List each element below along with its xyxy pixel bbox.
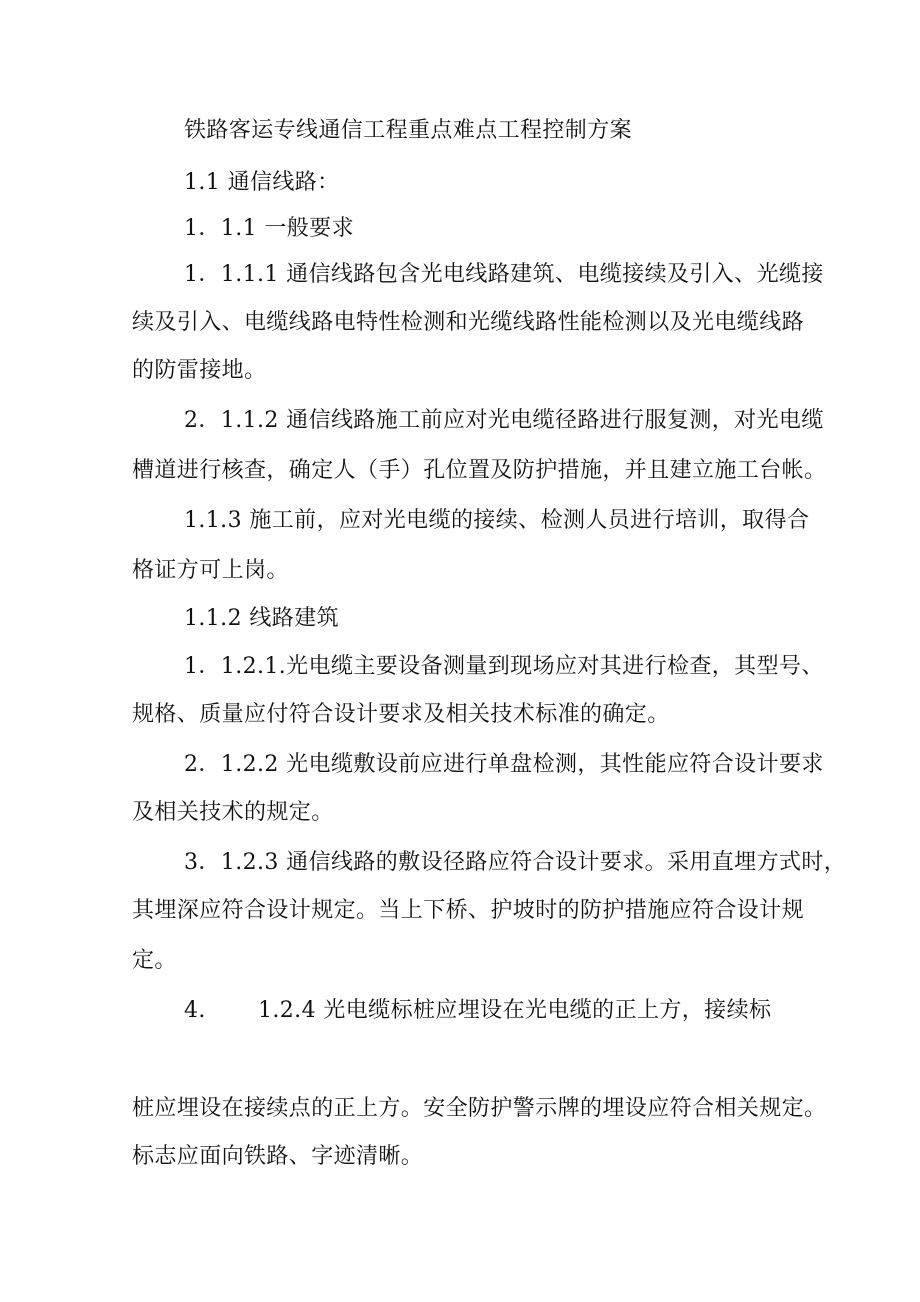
paragraph-6-line-2: 其埋深应符合设计规定。当上下桥、护坡时的防护措施应符合设计规 [132, 898, 805, 923]
paragraph-7-line-1: 1.2.4 光电缆标桩应埋设在光电缆的正上方，接续标 [258, 998, 772, 1023]
paragraph-6-line-3: 定。 [132, 948, 177, 973]
paragraph-2-line-1: 2．1.1.2 通信线路施工前应对光电缆径路进行服复测，对光电缆 [184, 408, 824, 433]
paragraph-2-line-2: 槽道进行核查，确定人（手）孔位置及防护措施，并且建立施工台帐。 [132, 458, 827, 483]
paragraph-4-line-2: 规格、质量应付符合设计要求及相关技术标准的确定。 [132, 702, 670, 727]
section-heading-1-1-2: 1.1.2 线路建筑 [184, 606, 339, 631]
paragraph-4-line-1: 1．1.2.1.光电缆主要设备测量到现场应对其进行检查，其型号、 [184, 654, 824, 679]
paragraph-3-line-1: 1.1.3 施工前，应对光电缆的接续、检测人员进行培训，取得合 [184, 508, 810, 533]
paragraph-6-line-1: 3．1.2.3 通信线路的敷设径路应符合设计要求。采用直埋方式时， [184, 850, 847, 875]
paragraph-1-line-1: 1．1.1.1 通信线路包含光电线路建筑、电缆接续及引入、光缆接 [184, 262, 824, 287]
paragraph-7-number: 4. [184, 998, 206, 1023]
paragraph-1-line-2: 续及引入、电缆线路电特性检测和光缆线路性能检测以及光电缆线路 [132, 310, 805, 335]
paragraph-1-line-3: 的防雷接地。 [132, 358, 267, 383]
document-title: 铁路客运专线通信工程重点难点工程控制方案 [184, 118, 633, 143]
paragraph-5-line-1: 2．1.2.2 光电缆敷设前应进行单盘检测，其性能应符合设计要求 [184, 752, 824, 777]
paragraph-7-line-3: 标志应面向铁路、字迹清晰。 [132, 1144, 424, 1169]
paragraph-3-line-2: 格证方可上岗。 [132, 558, 289, 583]
section-heading-1-1-1: 1．1.1 一般要求 [184, 216, 354, 241]
paragraph-5-line-2: 及相关技术的规定。 [132, 800, 334, 825]
paragraph-7-line-2: 桩应埋设在接续点的正上方。安全防护警示牌的埋设应符合相关规定。 [132, 1096, 827, 1121]
section-heading-1-1: 1.1 通信线路： [184, 170, 340, 195]
